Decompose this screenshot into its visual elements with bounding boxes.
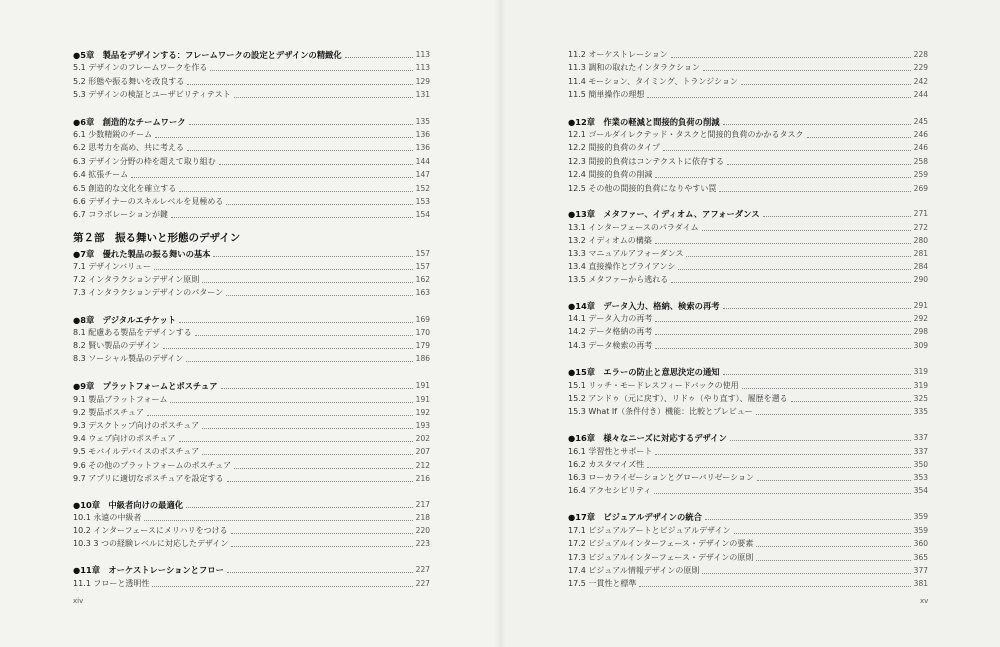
- toc-page-number: 157: [415, 249, 430, 258]
- dot-leader: [163, 348, 413, 349]
- toc-section-entry: [568, 222, 928, 234]
- toc-page-number: 360: [913, 539, 928, 548]
- toc-entry-title: ●11章 オーケストレーションとフロー: [73, 565, 224, 575]
- dot-leader: [231, 533, 413, 534]
- toc-section-entry: [568, 89, 928, 101]
- toc-section-entry: [568, 326, 928, 338]
- toc-section-entry: [568, 565, 928, 577]
- toc-chapter-entry: [73, 314, 430, 326]
- toc-page-number: 129: [415, 77, 430, 86]
- toc-page-number: 335: [913, 407, 928, 416]
- toc-entry-title: 12.2 間接的負荷のタイプ: [568, 143, 660, 152]
- dot-leader: [171, 217, 413, 218]
- dot-leader: [655, 177, 910, 178]
- toc-section-entry: [568, 525, 928, 537]
- toc-entry-title: 8.3 ソーシャル製品のデザイン: [73, 354, 184, 363]
- toc-entry-title: 9.5 モバイルデバイスのポスチュア: [73, 447, 200, 456]
- dot-leader: [705, 519, 911, 520]
- toc-section-entry: [73, 473, 430, 485]
- toc-entry-title: ●15章 エラーの防止と意思決定の通知: [568, 367, 720, 377]
- toc-page-number: 216: [415, 474, 430, 483]
- toc-chapter-entry: [73, 116, 430, 128]
- toc-page-number: 325: [913, 394, 928, 403]
- toc-section-entry: [568, 76, 928, 88]
- toc-page-number: 152: [415, 184, 430, 193]
- toc-chapter-entry: [568, 432, 928, 444]
- toc-section-entry: [73, 512, 430, 524]
- toc-entry-title: 6.3 デザイン分野の枠を超えて取り組む: [73, 157, 216, 166]
- toc-entry-title: 6.2 思考力を高め、共に考える: [73, 143, 184, 152]
- toc-page-number: 291: [913, 301, 928, 310]
- toc-page-number: 290: [913, 275, 928, 284]
- toc-page-number: 319: [913, 381, 928, 390]
- toc-page-number: 136: [415, 143, 430, 152]
- dot-leader: [152, 586, 412, 587]
- toc-entry-title: 11.2 オーケストレーション: [568, 50, 668, 59]
- dot-leader: [723, 124, 911, 125]
- toc-page-number: 153: [415, 197, 430, 206]
- toc-section-entry: [73, 261, 430, 273]
- toc-page-number: 162: [415, 275, 430, 284]
- toc-entry-title: 17.3 ビジュアルインターフェース・デザインの原則: [568, 553, 754, 562]
- dot-leader: [155, 137, 412, 138]
- toc-page-number: 136: [415, 130, 430, 139]
- dot-leader: [202, 282, 412, 283]
- toc-section-entry: [568, 406, 928, 418]
- toc-page-number: 350: [913, 460, 928, 469]
- toc-section-entry: [568, 129, 928, 141]
- toc-section-entry: [73, 89, 430, 101]
- toc-page-number: 223: [415, 539, 430, 548]
- dot-leader: [686, 256, 910, 257]
- toc-page-number: 192: [415, 408, 430, 417]
- toc-entry-title: 12.4 間接的負荷の削減: [568, 170, 653, 179]
- toc-page-number: 131: [415, 90, 430, 99]
- dot-leader: [213, 256, 412, 257]
- toc-page-number: 359: [913, 526, 928, 535]
- toc-page-number: 242: [913, 77, 928, 86]
- dot-leader: [678, 269, 910, 270]
- toc-entry-title: 13.2 イディオムの構築: [568, 236, 652, 245]
- dot-leader: [655, 334, 910, 335]
- toc-section-entry: [568, 62, 928, 74]
- dot-leader: [195, 335, 413, 336]
- toc-page-number: 193: [415, 421, 430, 430]
- toc-page-number: 337: [913, 447, 928, 456]
- toc-section-entry: [568, 459, 928, 471]
- toc-section-entry: [568, 485, 928, 497]
- toc-entry-title: 16.4 アクセシビリティ: [568, 486, 652, 495]
- toc-page-number: 337: [913, 433, 928, 442]
- toc-page-number: 191: [415, 395, 430, 404]
- dot-leader: [702, 230, 911, 231]
- toc-section-entry: [73, 142, 430, 154]
- toc-entry-title: 12.1 ゴールダイレクテッド・タスクと間接的負荷のかかるタスク: [568, 130, 804, 139]
- dot-leader: [234, 97, 413, 98]
- toc-chapter-entry: [568, 116, 928, 128]
- toc-entry-title: 17.4 ビジュアル情報デザインの原則: [568, 566, 700, 575]
- dot-leader: [144, 520, 412, 521]
- toc-section-entry: [568, 393, 928, 405]
- toc-page-number: 246: [913, 143, 928, 152]
- dot-leader: [186, 507, 413, 508]
- dot-leader: [234, 468, 413, 469]
- toc-section-entry: [568, 340, 928, 352]
- toc-entry-title: 17.1 ビジュアルアートとビジュアルデザイン: [568, 526, 731, 535]
- toc-page-number: 202: [415, 434, 430, 443]
- toc-page-number: 154: [415, 210, 430, 219]
- toc-section-entry: [568, 274, 928, 286]
- dot-leader: [703, 70, 911, 71]
- dot-leader: [723, 308, 911, 309]
- toc-section-entry: [73, 274, 430, 286]
- dot-leader: [221, 388, 413, 389]
- toc-entry-title: 13.5 メタファーから逃れる: [568, 275, 669, 284]
- toc-page-number: 365: [913, 553, 928, 562]
- toc-entry-title: 6.7 コラボレーションが鍵: [73, 210, 168, 219]
- dot-leader: [154, 269, 413, 270]
- toc-section-entry: [73, 183, 430, 195]
- toc-chapter-entry: [568, 511, 928, 523]
- toc-page-number: 147: [415, 170, 430, 179]
- toc-page-number: 309: [913, 341, 928, 350]
- toc-section-entry: [73, 353, 430, 365]
- toc-entry-title: 7.2 インタラクションデザイン原則: [73, 275, 200, 284]
- dot-leader: [741, 84, 911, 85]
- toc-section-entry: [568, 248, 928, 260]
- toc-entry-title: ●17章 ビジュアルデザインの統合: [568, 512, 702, 522]
- toc-section-entry: [73, 407, 430, 419]
- toc-page-number: 245: [913, 117, 928, 126]
- dot-leader: [227, 572, 413, 573]
- toc-entry-title: ●8章 デジタルエチケット: [73, 315, 177, 325]
- toc-entry-title: 17.2 ビジュアルインターフェース・デザインの要素: [568, 539, 754, 548]
- toc-section-entry: [568, 235, 928, 247]
- toc-page-number: 259: [913, 170, 928, 179]
- toc-section-entry: [568, 472, 928, 484]
- dot-leader: [663, 150, 911, 151]
- toc-page-number: 135: [415, 117, 430, 126]
- dot-leader: [186, 361, 412, 362]
- toc-entry-title: 11.5 簡単操作の理想: [568, 90, 645, 99]
- toc-page-number: 163: [415, 288, 430, 297]
- toc-entry-title: ●6章 創造的なチームワーク: [73, 117, 186, 127]
- toc-entry-title: 9.3 デスクトップ向けのポスチュア: [73, 421, 200, 430]
- toc-entry-title: ●9章 プラットフォームとポスチュア: [73, 381, 218, 391]
- toc-page-number: 144: [415, 157, 430, 166]
- toc-section-entry: [73, 209, 430, 221]
- toc-entry-title: 7.3 インタラクションデザインのパターン: [73, 288, 224, 297]
- right-page: [500, 0, 1000, 647]
- toc-section-entry: [73, 327, 430, 339]
- dot-leader: [742, 388, 911, 389]
- dot-leader: [654, 493, 910, 494]
- toc-page-number: 186: [415, 354, 430, 363]
- dot-leader: [202, 454, 412, 455]
- toc-entry-title: 7.1 デザインバリュー: [73, 262, 151, 271]
- dot-leader: [226, 295, 413, 296]
- toc-entry-title: 11.4 モーション、タイミング、トランジション: [568, 77, 738, 86]
- toc-entry-title: 6.6 デザイナーのスキルレベルを見極める: [73, 197, 224, 206]
- toc-section-entry: [568, 538, 928, 550]
- dot-leader: [219, 164, 413, 165]
- toc-page-number: 246: [913, 130, 928, 139]
- toc-entry-title: 12.3 間接的負荷はコンテクストに依存する: [568, 157, 724, 166]
- toc-page-number: 217: [415, 500, 430, 509]
- dot-leader: [131, 177, 412, 178]
- toc-entry-title: ●7章 優れた製品の振る舞いの基本: [73, 249, 211, 259]
- toc-entry-title: 10.3 3 つの経験レベルに対応したデザイン: [73, 539, 229, 548]
- toc-chapter-entry: [568, 208, 928, 220]
- toc-page-number: 227: [415, 579, 430, 588]
- toc-entry-title: 9.4 ウェブ向けのポスチュア: [73, 434, 176, 443]
- toc-page-number: 381: [913, 579, 928, 588]
- toc-section-entry: [568, 552, 928, 564]
- toc-page-number: 113: [415, 63, 430, 72]
- dot-leader: [147, 415, 413, 416]
- toc-entry-title: 6.5 創造的な文化を確立する: [73, 184, 177, 193]
- dot-leader: [756, 546, 910, 547]
- dot-leader: [179, 191, 412, 192]
- toc-entry-title: 11.3 調和の取れたインタラクション: [568, 63, 700, 72]
- toc-entry-title: 12.5 その他の間接的負荷になりやすい罠: [568, 184, 717, 193]
- toc-entry-title: 6.1 少数精鋭のチーム: [73, 130, 153, 139]
- dot-leader: [655, 243, 911, 244]
- toc-section-entry: [73, 62, 430, 74]
- toc-entry-title: 10.1 永遠の中級者: [73, 513, 142, 522]
- toc-entry-title: 10.2 インターフェースにメリハリをつける: [73, 526, 228, 535]
- toc-entry-title: 9.1 製品プラットフォーム: [73, 395, 168, 404]
- toc-chapter-entry: [73, 380, 430, 392]
- dot-leader: [655, 348, 910, 349]
- toc-page-number: 353: [913, 473, 928, 482]
- toc-chapter-entry: [73, 248, 430, 260]
- toc-entry-title: 8.2 賢い製品のデザイン: [73, 341, 160, 350]
- toc-section-entry: [568, 261, 928, 273]
- toc-section-entry: [73, 433, 430, 445]
- dot-leader: [723, 374, 911, 375]
- toc-entry-title: 第２部 振る舞いと形態のデザイン: [73, 232, 241, 244]
- toc-entry-title: 9.2 製品ポスチュア: [73, 408, 144, 417]
- toc-section-entry: [73, 420, 430, 432]
- toc-chapter-entry: [568, 366, 928, 378]
- dot-leader: [227, 481, 413, 482]
- left-folio: xiv: [73, 597, 84, 605]
- toc-page-number: 272: [913, 223, 928, 232]
- toc-entry-title: 5.1 デザインのフレームワークを作る: [73, 63, 208, 72]
- toc-entry-title: 13.1 インターフェースのパラダイム: [568, 223, 699, 232]
- toc-section-entry: [568, 183, 928, 195]
- dot-leader: [763, 216, 911, 217]
- toc-entry-title: ●16章 様々なニーズに対応するデザイン: [568, 433, 727, 443]
- toc-section-entry: [568, 49, 928, 61]
- toc-page-number: 229: [913, 63, 928, 72]
- toc-page-number: 244: [913, 90, 928, 99]
- toc-page-number: 319: [913, 367, 928, 376]
- toc-page-number: 191: [415, 381, 430, 390]
- toc-section-entry: [73, 169, 430, 181]
- toc-chapter-entry: [73, 499, 430, 511]
- toc-section-entry: [73, 460, 430, 472]
- dot-leader: [647, 467, 911, 468]
- toc-entry-title: 16.3 ローカライゼーションとグローバリゼーション: [568, 473, 754, 482]
- toc-entry-title: 11.1 フローと透明性: [73, 579, 150, 588]
- dot-leader: [345, 57, 413, 58]
- toc-page-number: 157: [415, 262, 430, 271]
- toc-entry-title: 8.1 配慮ある製品をデザインする: [73, 328, 192, 337]
- toc-section-entry: [568, 156, 928, 168]
- toc-section-entry: [73, 340, 430, 352]
- toc-page-number: 212: [415, 461, 430, 470]
- toc-section-entry: [73, 394, 430, 406]
- dot-leader: [170, 402, 412, 403]
- dot-leader: [791, 401, 911, 402]
- toc-page-number: 228: [913, 50, 928, 59]
- right-folio: xv: [920, 597, 929, 605]
- dot-leader: [647, 97, 910, 98]
- toc-entry-title: ●13章 メタファー、イディオム、アフォーダンス: [568, 209, 760, 219]
- toc-entry-title: 15.1 リッチ・モードレスフィードバックの使用: [568, 381, 739, 390]
- toc-section-entry: [73, 196, 430, 208]
- dot-leader: [655, 454, 910, 455]
- toc-section-entry: [568, 142, 928, 154]
- toc-section-entry: [73, 76, 430, 88]
- toc-chapter-entry: [73, 564, 430, 576]
- toc-page-number: 113: [415, 50, 430, 59]
- toc-chapter-entry: [73, 49, 430, 61]
- dot-leader: [179, 322, 413, 323]
- dot-leader: [187, 150, 413, 151]
- toc-page-number: 281: [913, 249, 928, 258]
- toc-entry-title: 5.2 形態や振る舞いを改良する: [73, 77, 185, 86]
- dot-leader: [756, 414, 911, 415]
- dot-leader: [210, 70, 412, 71]
- toc-entry-title: 15.2 アンドゥ（元に戻す）、リドゥ（やり直す）、履歴を遡る: [568, 394, 788, 403]
- toc-section-entry: [73, 287, 430, 299]
- toc-entry-title: 6.4 拡張チーム: [73, 170, 129, 179]
- toc-entry-title: 14.3 データ検索の再考: [568, 341, 653, 350]
- toc-entry-title: 13.4 直接操作とプライアンシ: [568, 262, 676, 271]
- page-gutter: [494, 0, 506, 647]
- toc-section-entry: [568, 313, 928, 325]
- toc-entry-title: ●14章 データ入力、格納、検索の再考: [568, 301, 720, 311]
- toc-entry-title: 17.5 一貫性と標準: [568, 579, 637, 588]
- toc-entry-title: ●12章 作業の軽減と間接的負荷の削減: [568, 117, 720, 127]
- toc-section-entry: [73, 525, 430, 537]
- dot-leader: [226, 204, 412, 205]
- toc-page-number: 284: [913, 262, 928, 271]
- toc-page-number: 220: [415, 526, 430, 535]
- toc-page-number: 258: [913, 157, 928, 166]
- toc-entry-title: 5.3 デザインの検証とユーザビリティテスト: [73, 90, 231, 99]
- toc-entry-title: 13.3 マニュアルアフォーダンス: [568, 249, 684, 258]
- dot-leader: [655, 321, 910, 322]
- toc-page-number: 354: [913, 486, 928, 495]
- toc-page-number: 218: [415, 513, 430, 522]
- toc-section-entry: [568, 380, 928, 392]
- toc-entry-title: 9.6 その他のプラットフォームのポスチュア: [73, 461, 232, 470]
- toc-page-number: 269: [913, 184, 928, 193]
- toc-page-number: 377: [913, 566, 928, 575]
- toc-entry-title: 9.7 アプリに適切なポスチュアを設定する: [73, 474, 224, 483]
- toc-entry-title: 15.3 What If（条件付き）機能：比較とプレビュー: [568, 407, 753, 416]
- toc-section-entry: [73, 446, 430, 458]
- toc-section-entry: [73, 538, 430, 550]
- dot-leader: [730, 440, 911, 441]
- dot-leader: [757, 480, 911, 481]
- toc-part-heading: [73, 230, 430, 246]
- dot-leader: [202, 428, 412, 429]
- toc-section-entry: [568, 446, 928, 458]
- dot-leader: [702, 573, 910, 574]
- dot-leader: [179, 441, 413, 442]
- dot-leader: [231, 546, 412, 547]
- dot-leader: [187, 84, 412, 85]
- toc-entry-title: 16.2 カスタマイズ性: [568, 460, 645, 469]
- toc-entry-title: ●5章 製品をデザインする：フレームワークの設定とデザインの精緻化: [73, 50, 342, 60]
- toc-entry-title: 14.1 データ入力の再考: [568, 314, 653, 323]
- toc-page-number: 227: [415, 565, 430, 574]
- toc-page-number: 170: [415, 328, 430, 337]
- toc-entry-title: 14.2 データ格納の再考: [568, 327, 653, 336]
- toc-page-number: 169: [415, 315, 430, 324]
- dot-leader: [639, 586, 910, 587]
- dot-leader: [727, 164, 911, 165]
- dot-leader: [756, 560, 910, 561]
- toc-page-number: 280: [913, 236, 928, 245]
- toc-section-entry: [73, 129, 430, 141]
- dot-leader: [671, 282, 910, 283]
- toc-entry-title: ●10章 中級者向けの最適化: [73, 500, 184, 510]
- dot-leader: [719, 191, 910, 192]
- toc-chapter-entry: [568, 300, 928, 312]
- toc-page-number: 298: [913, 327, 928, 336]
- toc-section-entry: [73, 156, 430, 168]
- toc-entry-title: 16.1 学習性とサポート: [568, 447, 653, 456]
- toc-page-number: 359: [913, 512, 928, 521]
- dot-leader: [807, 137, 911, 138]
- dot-leader: [734, 533, 911, 534]
- toc-page-number: 292: [913, 314, 928, 323]
- toc-section-entry: [73, 578, 430, 590]
- toc-page-number: 179: [415, 341, 430, 350]
- toc-page-number: 207: [415, 447, 430, 456]
- toc-section-entry: [568, 578, 928, 590]
- toc-page-number: 271: [913, 209, 928, 218]
- dot-leader: [671, 57, 911, 58]
- toc-section-entry: [568, 169, 928, 181]
- dot-leader: [189, 124, 413, 125]
